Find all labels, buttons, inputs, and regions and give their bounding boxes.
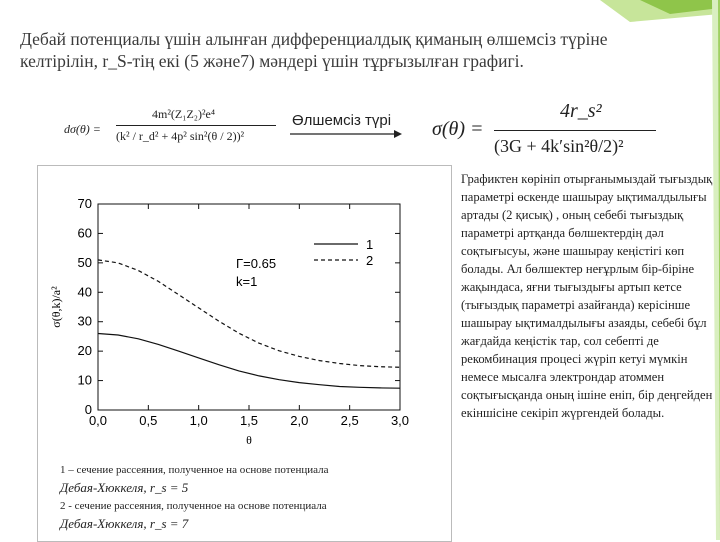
x-tick-label: 2,0 — [290, 413, 309, 428]
scattering-chart — [38, 166, 451, 466]
legend-label-2: 2 — [366, 253, 374, 268]
caption-2-math: Дебая-Хюккеля, r_s = 7 — [60, 516, 189, 531]
x-tick-label: 3,0 — [390, 413, 410, 428]
slide-title: Дебай потенциалы үшін алынған дифференциалдық қиманың өлшемсіз түріне келтірілін, r_S-тің екі (5 және7) мәндері үшін тұрғызылған графигі. — [20, 29, 608, 71]
y-tick-label: 20 — [77, 343, 92, 359]
x-tick-label: 2,5 — [340, 413, 359, 428]
caption-2: 2 - сечение рассеяния, полученное на основе потенциала — [60, 500, 327, 512]
formula-left-denominator: (k² / r_d² + 4p² sin²(θ / 2))² — [116, 129, 245, 143]
plot-frame — [98, 204, 400, 410]
formula-left-fraction-bar — [116, 125, 276, 126]
formula-right-numerator: 4r_s² — [560, 100, 602, 122]
y-tick-label: 10 — [77, 372, 92, 388]
x-tick-label: 1,5 — [239, 413, 259, 428]
caption-1: 1 – сечение рассеяния, полученное на основе потенциала — [60, 464, 329, 476]
y-tick-label: 40 — [77, 284, 92, 300]
formula-right-lhs: σ(θ) = — [432, 118, 484, 140]
arrow-label: Өлшемсіз түрі — [292, 112, 392, 129]
formula-dimensional — [64, 105, 284, 155]
y-tick-label: 0 — [84, 402, 92, 417]
chart-annotation: k=1 — [236, 274, 258, 289]
series-line-1 — [98, 334, 400, 389]
x-tick-label: 0,0 — [88, 413, 108, 428]
formula-dimensionless — [432, 100, 662, 164]
x-axis-label: θ — [246, 433, 252, 447]
y-tick-label: 50 — [77, 254, 92, 270]
formula-right-denominator: (3G + 4k′sin²θ/2)² — [494, 136, 624, 156]
y-tick-label: 30 — [77, 313, 92, 329]
right-arrow-icon — [290, 128, 402, 140]
y-tick-label: 70 — [77, 196, 92, 211]
x-tick-label: 0,5 — [139, 413, 158, 428]
formula-left-numerator: 4m²(Z₁Z₂)²e⁴ — [152, 107, 216, 121]
explanation-paragraph: Графиктен көрініп отырғанымыздай тығыздық параметрі өскенде шашырау ықтималдылығы артады (2 қисық) , оның себебі тығыздық параметрі артқанда бөлшектердің дәл соқтығысуы, және шашырау кеңістігі көп болады. Ал бөлшектер неғұрлым бір-біріне жақындаса, яғни тығыздығы артып кетсе (тығыздық параметрі азайғанда) керісінше шашырау ықтималдылығы азаяды, себебі бұл жағдайда кеңістік тар, сол себепті де рекомбинация процесі жүріп кетуі мүмкін немесе мысалға электрондар атоммен соқтығысқанда оның ішіне еніп, бір деңгейден екіншісіне секіріп жүргендей болады. — [461, 172, 713, 420]
caption-1-math: Дебая-Хюккеля, r_s = 5 — [60, 480, 189, 495]
formula-left-lhs: dσ(θ) = — [64, 122, 101, 136]
y-axis-label: σ(θ,k)/a² — [49, 286, 63, 328]
x-tick-label: 1,0 — [189, 413, 208, 428]
figure-panel — [37, 165, 452, 542]
legend-label-1: 1 — [366, 237, 374, 252]
y-tick-label: 60 — [77, 225, 92, 241]
formula-right-fraction-bar — [494, 130, 656, 131]
chart-annotation: Γ=0.65 — [236, 256, 277, 271]
